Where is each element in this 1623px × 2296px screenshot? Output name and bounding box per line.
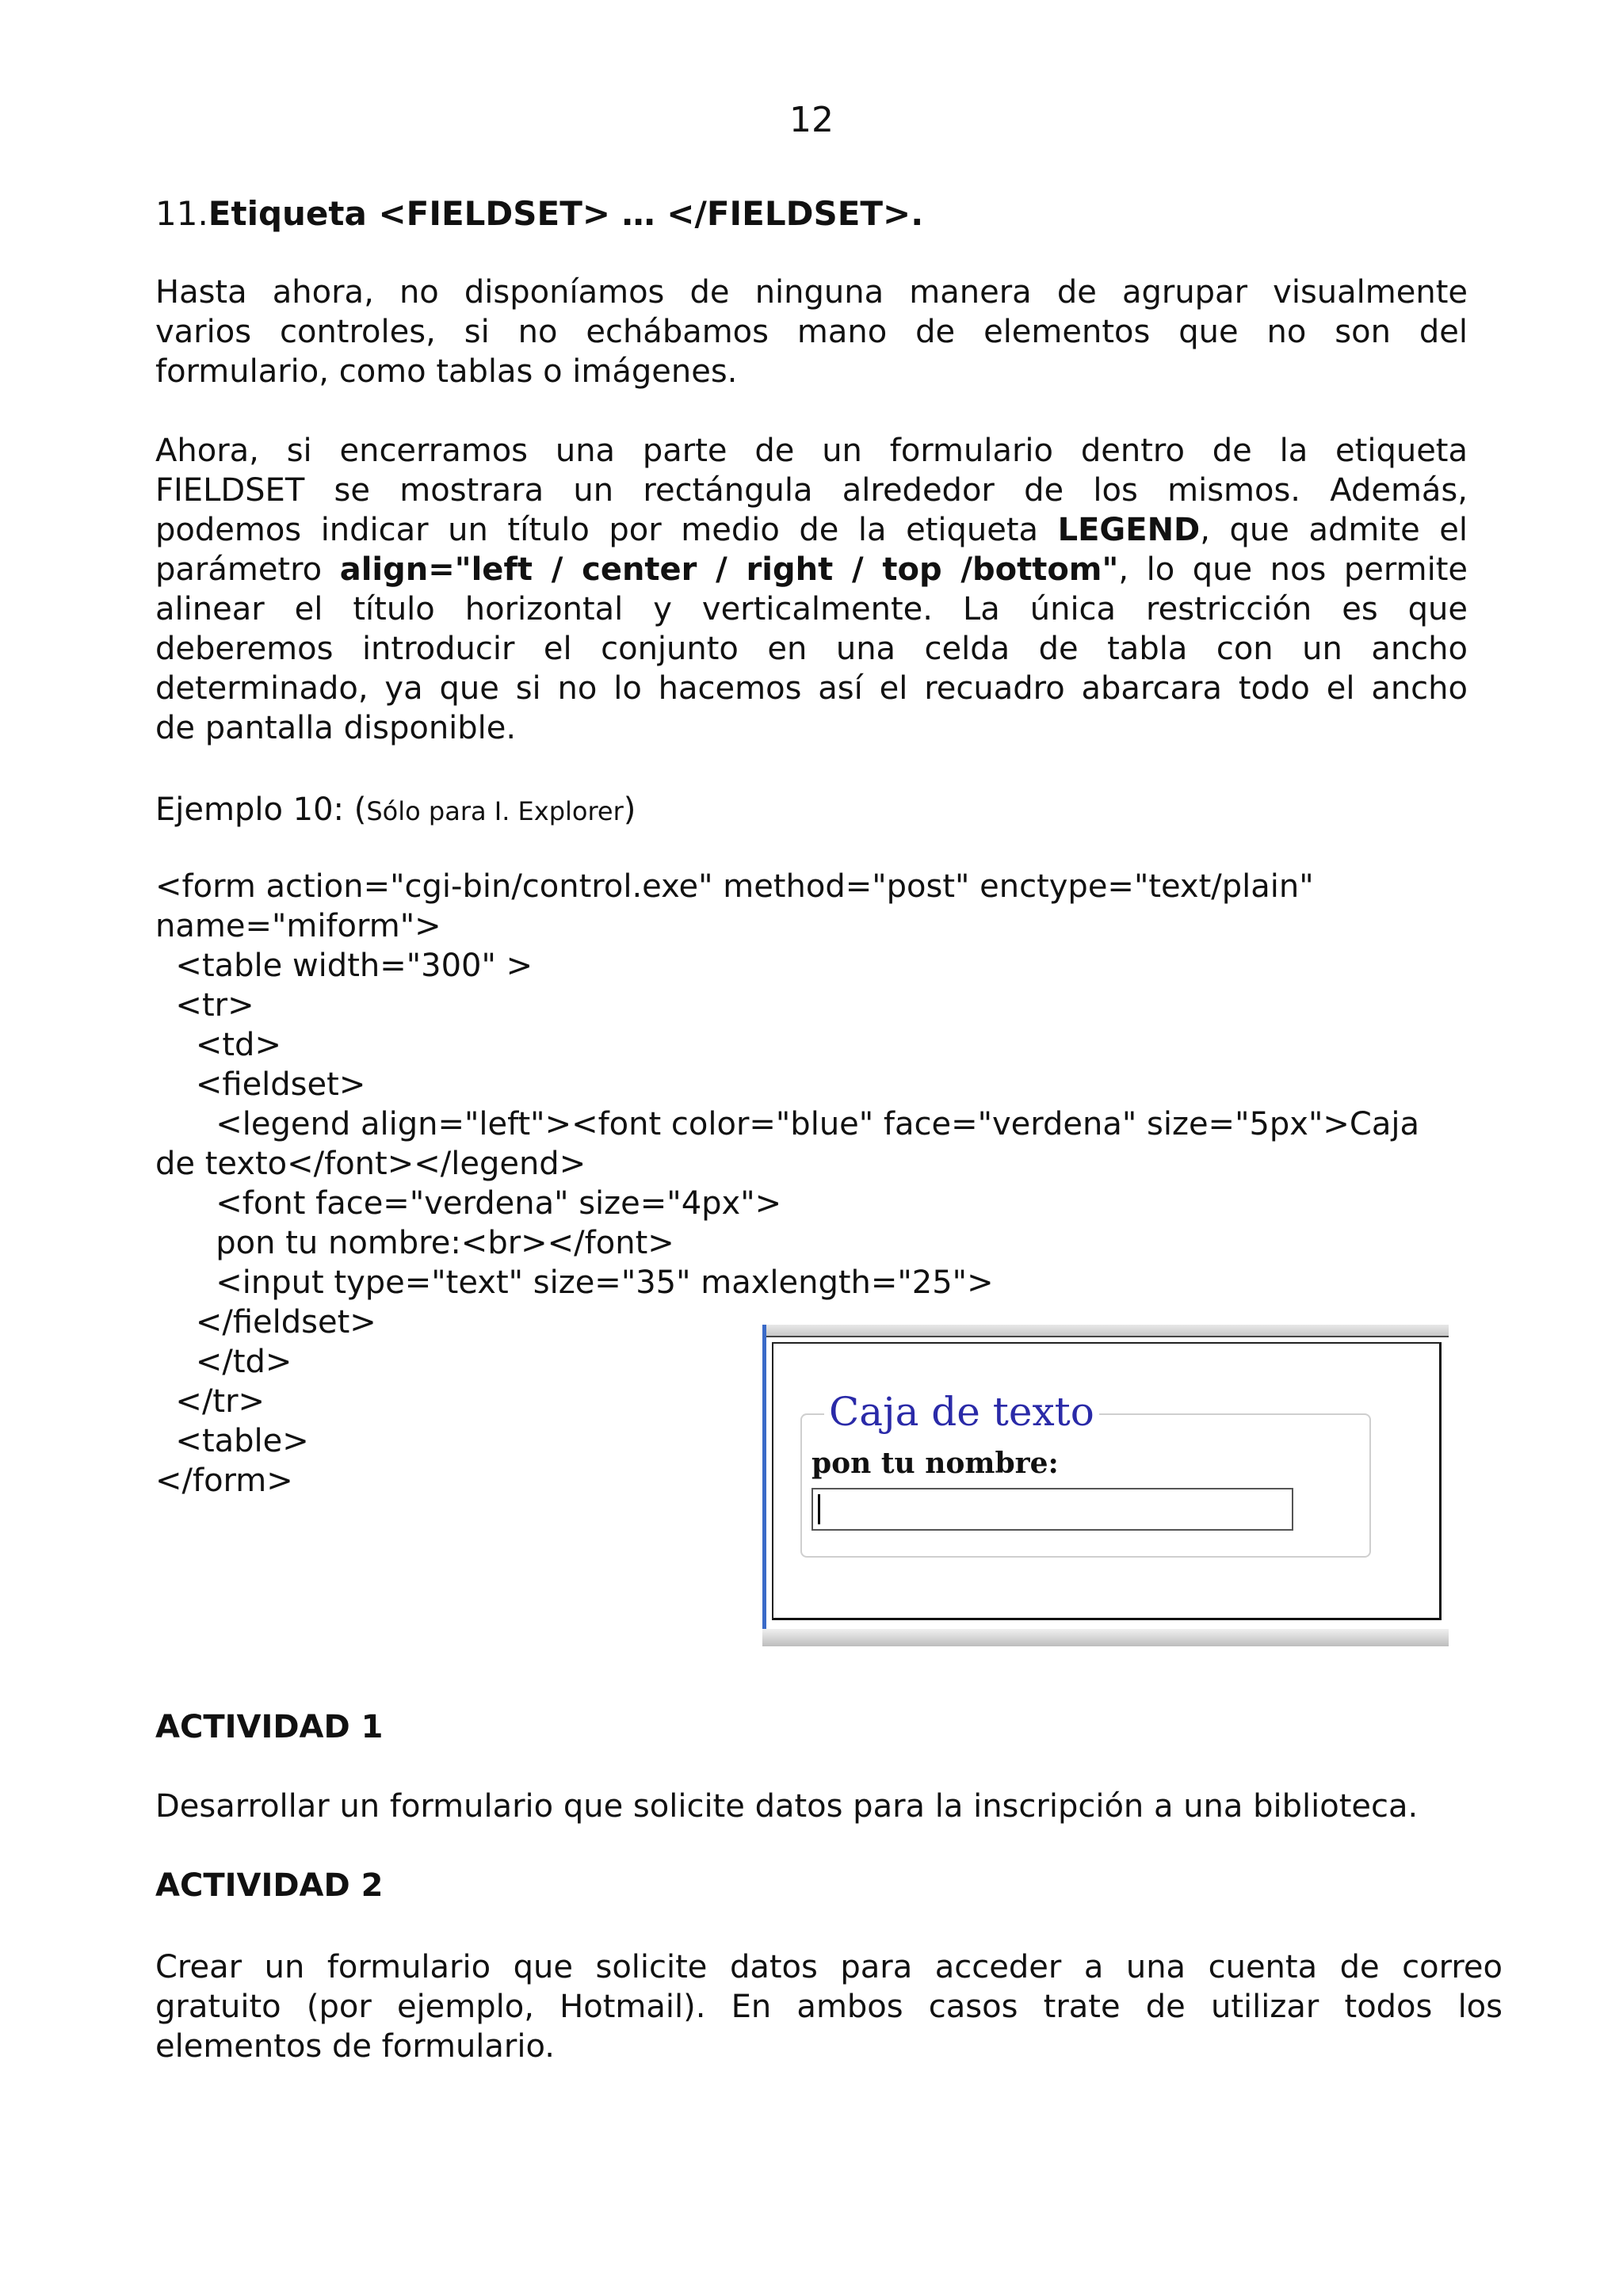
- code-line: </fieldset>: [155, 1304, 376, 1341]
- example-label: Ejemplo 10: (: [155, 791, 367, 828]
- activity-2-title: ACTIVIDAD 2: [155, 1867, 384, 1904]
- name-text-input[interactable]: [812, 1488, 1293, 1531]
- section-number: 11.: [155, 194, 208, 233]
- section-title: Etiqueta <FIELDSET> … </FIELDSET>.: [208, 194, 924, 233]
- code-line: de texto</font></legend>: [155, 1146, 586, 1182]
- text-run: , lo que nos permite: [1118, 551, 1468, 588]
- code-line: </td>: [155, 1344, 292, 1380]
- code-line: <fieldset>: [155, 1066, 366, 1103]
- code-line: </form>: [155, 1463, 293, 1499]
- text-run: podemos indicar un título por medio de la etiqueta: [155, 512, 1058, 548]
- activity-2-text: [155, 1947, 1503, 2066]
- activity-1-text: Desarrollar un formulario que solicite datos para la inscripción a una biblioteca.: [155, 1788, 1419, 1825]
- paragraph-line: [155, 510, 1468, 550]
- code-line: <tr>: [155, 987, 254, 1024]
- align-parameter: align="left / center / right / top /bottom": [339, 551, 1119, 588]
- code-line: <td>: [155, 1027, 281, 1063]
- legend-keyword: LEGEND: [1057, 512, 1201, 548]
- code-line: </tr>: [155, 1383, 265, 1420]
- intro-paragraph: [155, 273, 1468, 391]
- fieldset-paragraph: [155, 431, 1468, 748]
- text-caret: [818, 1494, 820, 1524]
- code-line: pon tu nombre:<br></font>: [155, 1225, 674, 1261]
- code-line: <font face="verdena" size="4px">: [155, 1185, 782, 1222]
- example-close: ): [623, 791, 636, 828]
- text-run: parámetro: [155, 551, 340, 588]
- paragraph-line: elementos de formulario.: [155, 2028, 555, 2065]
- fieldset-legend: Caja de texto: [824, 1388, 1099, 1436]
- section-heading: [155, 190, 923, 238]
- window-frame-top: [762, 1325, 1449, 1337]
- paragraph-line: Ahora, si encerramos una parte de un formulario dentro de la etiqueta: [155, 433, 1468, 469]
- paragraph-line: deberemos introducir el conjunto en una celda de tabla con un ancho: [155, 631, 1468, 667]
- paragraph-line: formulario, como tablas o imágenes.: [155, 353, 738, 390]
- code-line: name="miform">: [155, 908, 441, 944]
- paragraph-line: de pantalla disponible.: [155, 710, 517, 746]
- activity-1-title: ACTIVIDAD 1: [155, 1709, 384, 1745]
- fieldset-example-screenshot: [762, 1325, 1449, 1646]
- paragraph-line: Hasta ahora, no disponíamos de ninguna manera de agrupar visualmente: [155, 274, 1468, 311]
- paragraph-line: alinear el título horizontal y verticalmente. La única restricción es que: [155, 591, 1468, 627]
- paragraph-line: varios controles, si no echábamos mano de elementos que no son del: [155, 314, 1468, 350]
- window-frame-left: [762, 1325, 766, 1646]
- code-line: <legend align="left"><font color="blue" face="verdena" size="5px">Caja: [155, 1106, 1419, 1142]
- paragraph-line: [155, 550, 1468, 589]
- paragraph-line: Crear un formulario que solicite datos para acceder a una cuenta de correo: [155, 1949, 1503, 1985]
- window-frame-bottom: [762, 1629, 1449, 1646]
- example-heading: [155, 786, 636, 835]
- page-number: 12: [789, 100, 834, 140]
- example-note: Sólo para I. Explorer: [366, 796, 624, 826]
- code-line: <input type="text" size="35" maxlength="25">: [155, 1264, 994, 1301]
- code-line: <form action="cgi-bin/control.exe" method="post" enctype="text/plain": [155, 868, 1314, 905]
- paragraph-line: gratuito (por ejemplo, Hotmail). En ambos casos trate de utilizar todos los: [155, 1989, 1503, 2025]
- code-line: <table width="300" >: [155, 948, 533, 984]
- paragraph-line: determinado, ya que si no lo hacemos así el recuadro abarcara todo el ancho: [155, 670, 1468, 707]
- code-line: <table>: [155, 1423, 309, 1459]
- name-label: pon tu nombre:: [812, 1447, 1059, 1480]
- paragraph-line: FIELDSET se mostrara un rectángula alrededor de los mismos. Además,: [155, 472, 1468, 509]
- text-run: , que admite el: [1200, 512, 1468, 548]
